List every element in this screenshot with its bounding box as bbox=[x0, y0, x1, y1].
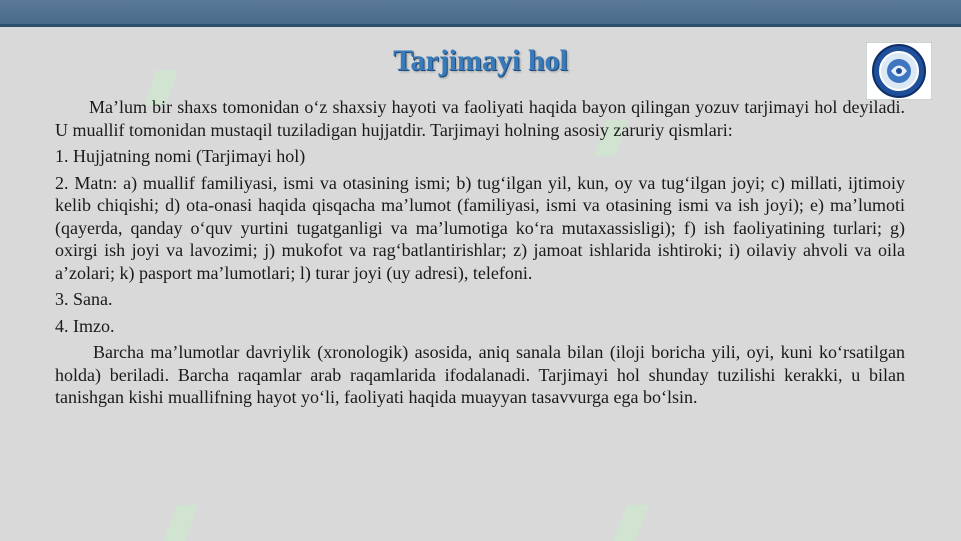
intro-paragraph: Ma’lum bir shaxs tomonidan o‘z shaxsiy hayoti va faoliyati haqida bayon qilingan yozuv tarjimayi hol deyiladi. U muallif tomonidan mustaqil tuziladigan hujjatdir. Tarjimayi holning asosiy zaruriy qismlari: bbox=[55, 97, 905, 140]
list-item-title: 1. Hujjatning nomi (Tarjimayi hol) bbox=[55, 146, 306, 166]
top-banner-divider bbox=[0, 24, 961, 27]
closing-paragraph: Barcha ma’lumotlar davriylik (xronologik) asosida, aniq sanala bilan (iloji boricha yili, oyi, kuni ko‘rsatilgan holda) beriladi. Barcha raqamlar arab raqamlarida ifodalanadi. Tarjimayi hol shunday tuzilishi kerakki, u bilan tanishgan kishi muallifning hayot yo‘li, faoliyati haqida muayyan tasavvurga ega bo‘lsin. bbox=[55, 342, 905, 407]
slide-title: Tarjimayi hol bbox=[393, 44, 568, 77]
university-emblem-icon bbox=[866, 42, 932, 100]
list-item-date: 3. Sana. bbox=[55, 289, 113, 309]
top-banner bbox=[0, 0, 961, 24]
slide-body bbox=[55, 96, 905, 409]
list-item-signature: 4. Imzo. bbox=[55, 315, 115, 336]
list-item-text: 2. Matn: a) muallif familiyasi, ismi va otasining ismi; b) tug‘ilgan yil, kun, oy va tug‘ilgan joyi; c) millati, ijtimoiy kelib chiqishi; d) ota-onasi haqida qisqacha ma’lumot (familiyasi, ismi va otasining ismi va ish joyi); e) ma’lumoti (qayerda, qanday o‘quv yurtini tugatganligi va ma’lumotiga ko‘ra mutaxassisligi); f) ish faoliyatining turlari; g) oxirgi ish joyi va lavozimi; j) mukofot va rag‘batlantirishlar; z) jamoat ishlarida ishtiroki; i) oilaviy ahvoli va oila a’zolari; k) pasport ma’lumotlari; l) turar joyi (uy adresi), telefoni. bbox=[55, 172, 905, 283]
watermark-mark bbox=[613, 505, 648, 541]
watermark-mark bbox=[163, 505, 198, 541]
